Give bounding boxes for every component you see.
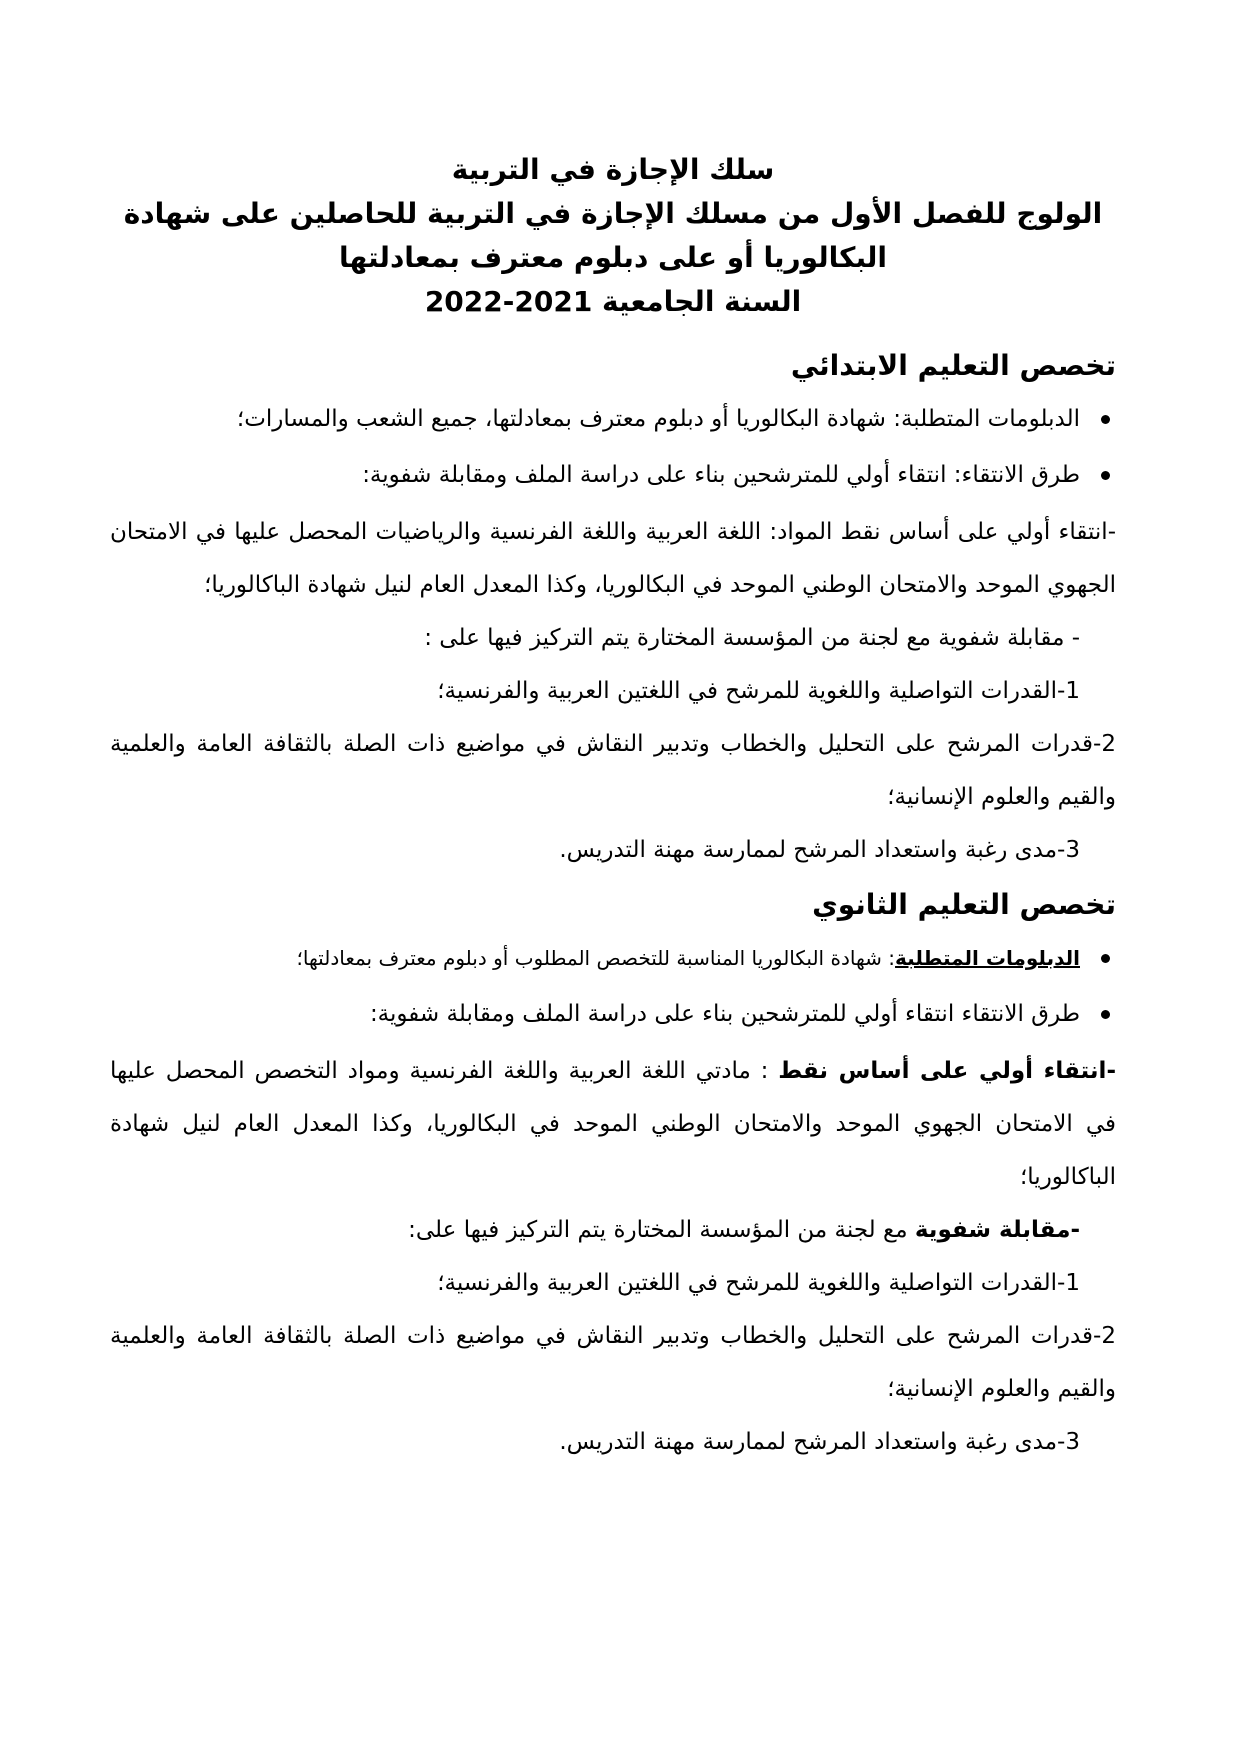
secondary-interview-text: مع لجنة من المؤسسة المختارة يتم التركيز فيها على: (408, 1217, 915, 1243)
document-page (110, 148, 1116, 1469)
primary-diplomas-item (110, 394, 1116, 444)
secondary-section-heading: تخصص التعليم الثانوي (812, 888, 1116, 921)
bullet-icon (1101, 1010, 1110, 1019)
secondary-preselection-text: : مادتي اللغة العربية واللغة الفرنسية ومواد التخصص المحصل عليها في الامتحان الجهوي الموحد والامتحان الوطني الموحد في البكالوريا، وكذا المعدل العام لنيل شهادة الباكالوريا؛ (110, 1058, 1116, 1190)
primary-section-heading: تخصص التعليم الابتدائي (790, 349, 1116, 382)
secondary-preselection (110, 1045, 1116, 1204)
secondary-criterion-1: 1-القدرات التواصلية واللغوية للمرشح في اللغتين العربية والفرنسية؛ (437, 1270, 1080, 1296)
bullet-icon (1101, 954, 1110, 963)
primary-criterion-2: 2-قدرات المرشح على التحليل والخطاب وتدبير النقاش في مواضيع ذات الصلة بالثقافة العامة والعلمية والقيم والعلوم الإنسانية؛ (110, 731, 1116, 810)
primary-criterion-1: 1-القدرات التواصلية واللغوية للمرشح في اللغتين العربية والفرنسية؛ (437, 678, 1080, 704)
primary-selection-item (110, 450, 1116, 500)
bullet-icon (1101, 471, 1110, 480)
secondary-diplomas-item (110, 933, 1116, 983)
secondary-interview (110, 1204, 1116, 1257)
secondary-criterion-3: 3-مدى رغبة واستعداد المرشح لممارسة مهنة التدريس. (559, 1429, 1080, 1455)
secondary-preselection-label: -انتقاء أولي على أساس نقط (778, 1058, 1116, 1084)
secondary-diplomas-text: : شهادة البكالوريا المناسبة للتخصص المطلوب أو دبلوم معترف بمعادلتها؛ (296, 946, 896, 970)
title-line-3: البكالوريا أو على دبلوم معترف بمعادلتها (339, 241, 887, 274)
primary-interview: - مقابلة شفوية مع لجنة من المؤسسة المختارة يتم التركيز فيها على : (424, 625, 1080, 651)
primary-diplomas-text: الدبلومات المتطلبة: شهادة البكالوريا أو دبلوم معترف بمعادلتها، جميع الشعب والمسارات؛ (236, 406, 1080, 432)
primary-selection-text: طرق الانتقاء: انتقاء أولي للمترشحين بناء على دراسة الملف ومقابلة شفوية: (362, 462, 1080, 488)
bullet-icon (1101, 415, 1110, 424)
primary-preselection: -انتقاء أولي على أساس نقط المواد: اللغة العربية واللغة الفرنسية والرياضيات المحصل عليها في الامتحان الجهوي الموحد والامتحان الوطني الموحد في البكالوريا، وكذا المعدل العام لنيل شهادة الباكالوريا؛ (110, 519, 1116, 598)
document-title-block (110, 148, 1116, 324)
primary-criterion-3: 3-مدى رغبة واستعداد المرشح لممارسة مهنة التدريس. (559, 837, 1080, 863)
secondary-diplomas-label: الدبلومات المتطلبة (895, 946, 1080, 970)
secondary-selection-item (110, 989, 1116, 1039)
secondary-interview-label: -مقابلة شفوية (914, 1217, 1080, 1243)
title-line-4: السنة الجامعية 2021-2022 (424, 285, 802, 318)
secondary-criterion-2: 2-قدرات المرشح على التحليل والخطاب وتدبير النقاش في مواضيع ذات الصلة بالثقافة العامة والعلمية والقيم والعلوم الإنسانية؛ (110, 1323, 1116, 1402)
secondary-selection-text: طرق الانتقاء انتقاء أولي للمترشحين بناء على دراسة الملف ومقابلة شفوية: (369, 1001, 1080, 1027)
title-line-1: سلك الإجازة في التربية (451, 153, 775, 186)
title-line-2: الولوج للفصل الأول من مسلك الإجازة في التربية للحاصلين على شهادة (123, 197, 1103, 230)
